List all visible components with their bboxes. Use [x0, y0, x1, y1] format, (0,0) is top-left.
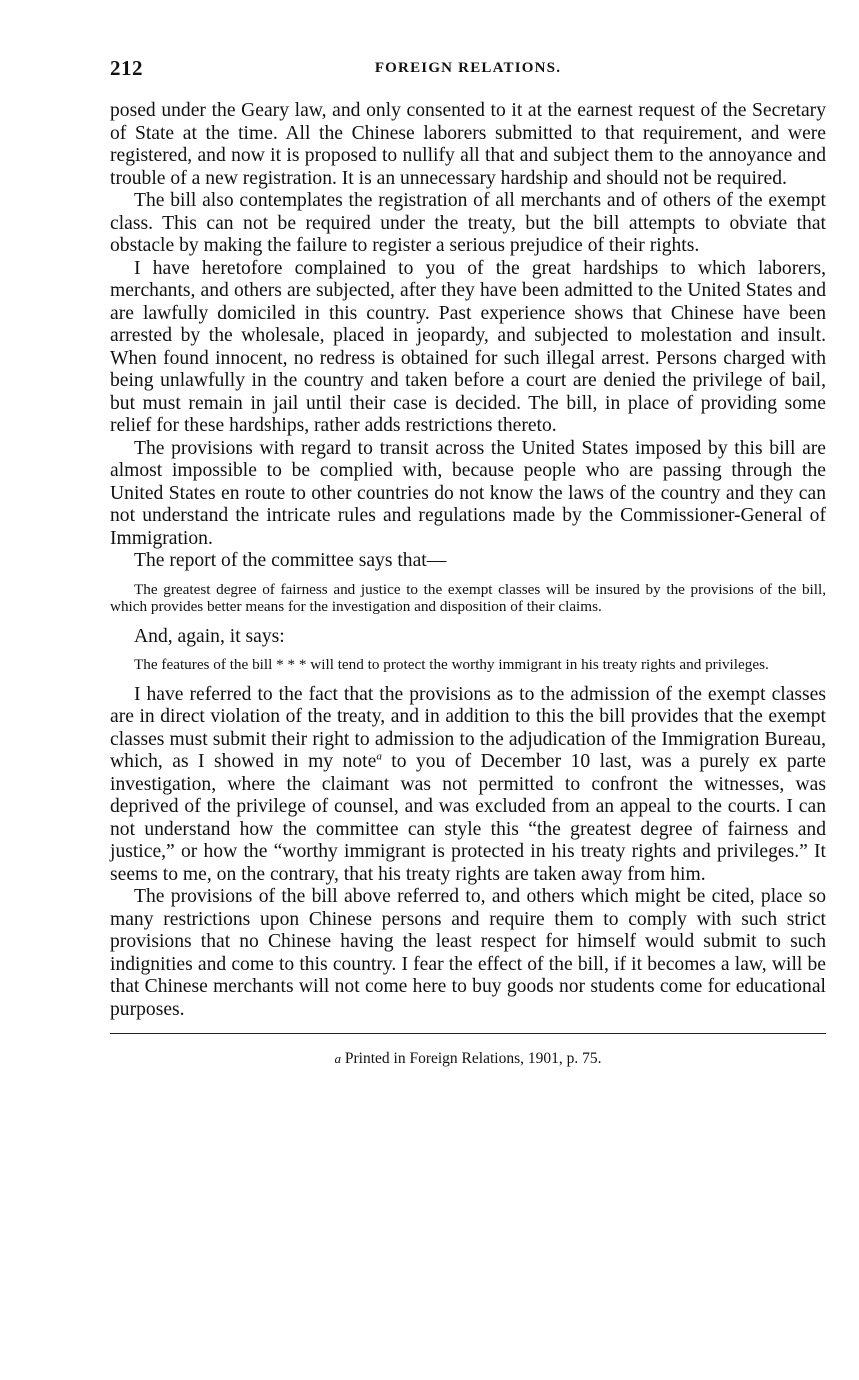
footnote-divider [110, 1033, 826, 1034]
page-number: 212 [110, 56, 143, 80]
paragraph-admission-part2: to you of December 10 last, was a purely ex parte investigation, where the claimant was not permitted to confront the witnesses, was deprived of the privilege of counsel, and was excluded from an appeal to the courts. I can not understand how the committee can style this “the greatest degree of fairness and justice,” or how the “worthy immigrant is protected in his treaty rights and privileges.” It seems to me, on the contrary, that his treaty rights are taken away from him. [110, 751, 826, 885]
paragraph-transit: The provisions with regard to transit across the United States imposed by this bill are almost impossible to be complied with, because people who are passing through the United States en route to other countries do not know the laws of the country and they can not understand the intricate rules and regulations made by the Commissioner-General of Immigration. [110, 437, 826, 549]
paragraph-continued: posed under the Geary law, and only consented to it at the earnest request of the Secretary of State at the time. All the Chinese laborers submitted to that requirement, and were registered, and now it is proposed to nullify all that and subject them to the annoyance and trouble of a new registration. It is an unnecessary hardship and should not be required. [110, 100, 826, 189]
footnote-reference[interactable]: a [376, 750, 382, 763]
paragraph-restrictions: The provisions of the bill above referred to, and others which might be cited, place so many restrictions upon Chinese persons and require them to comply with such strict provisions that no Chinese having the least respect for himself would submit to such indignities and come to this country. I fear the effect of the bill, if it becomes a law, will be that Chinese merchants will not come here to buy goods nor students come for educational purposes. [110, 886, 826, 1020]
footnote-mark: a [334, 1051, 341, 1066]
paragraph-admission-part1: I have referred to the fact that the provisions as to the admission of the exempt classes are in direct violation of the treaty, and in addition to this the bill provides that the exempt classes must submit their right to admission to the adjudication of the Immigration Bureau, which, as I showed in my note [110, 683, 826, 772]
paragraph-admission [110, 684, 826, 887]
document-page [110, 56, 826, 1068]
running-head [110, 56, 826, 82]
footnote [110, 1050, 826, 1068]
block-quote-features: The features of the bill * * * will tend to protect the worthy immigrant in his treaty rights and privileges. [134, 656, 769, 673]
paragraph-hardships: I have heretofore complained to you of the great hardships to which laborers, merchants, and others are subjected, after they have been admitted to the United States and are lawfully domiciled in this country. Past experience shows that Chinese have been arrested by the wholesale, placed in jeopardy, and subjected to molestation and insult. When found innocent, no redress is obtained for such illegal arrest. Persons charged with being unlawfully in the country and taken before a court are denied the privilege of bail, but must remain in jail until their case is decided. The bill, in place of providing some relief for these hardships, rather adds restrictions thereto. [110, 257, 826, 436]
paragraph-registration: The bill also contemplates the registration of all merchants and of others of the exempt class. This can not be required under the treaty, but the bill attempts to obviate that obstacle by making the failure to register a serious prejudice of their rights. [110, 190, 826, 256]
body-text [110, 100, 826, 1021]
paragraph-report-intro: The report of the committee says that— [134, 550, 447, 571]
block-quote-report: The greatest degree of fairness and justice to the exempt classes will be insured by the provisions of the bill, which provides better means for the investigation and disposition of their claims. [110, 580, 826, 615]
running-title: FOREIGN RELATIONS. [374, 60, 562, 76]
footnote-text: Printed in Foreign Relations, 1901, p. 75. [344, 1050, 602, 1067]
paragraph-again: And, again, it says: [134, 625, 285, 647]
